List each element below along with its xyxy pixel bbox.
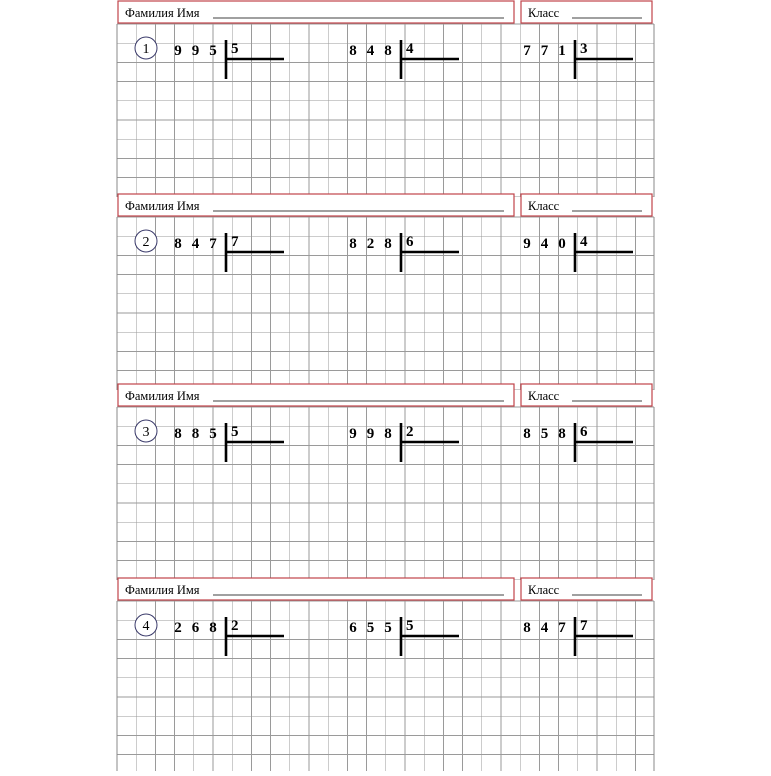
class-label: Класс [528,389,560,403]
dividend-digit: 4 [540,236,549,252]
dividend-digit: 8 [209,620,217,636]
dividend-digit: 7 [209,236,217,252]
division-problem [349,423,459,462]
dividend-digit: 9 [349,426,357,442]
worksheet-number: 4 [142,619,150,634]
divisor: 7 [231,234,239,250]
dividend-digit: 4 [191,236,200,252]
dividend-digit: 6 [349,620,357,636]
dividend-digit: 4 [540,620,549,636]
dividend-digit: 8 [349,236,357,252]
dividend-digit: 8 [384,426,392,442]
dividend-digit: 8 [174,236,182,252]
worksheet-section-4 [117,578,654,771]
name-label: Фамилия Имя [125,389,200,403]
worksheet-number: 2 [142,235,150,250]
dividend-digit: 7 [523,43,531,59]
divisor: 5 [231,424,239,440]
divisor: 4 [580,234,588,250]
dividend-digit: 6 [191,620,200,636]
dividend-digit: 8 [349,43,357,59]
class-label: Класс [528,199,560,213]
header-row [118,578,652,600]
worksheet-number: 3 [142,425,150,440]
class-label: Класс [528,6,560,20]
header-row [118,1,652,23]
division-problem [174,40,284,79]
divisor: 4 [406,41,414,57]
name-label: Фамилия Имя [125,6,200,20]
dividend-digit: 5 [209,426,217,442]
divisor: 6 [406,234,414,250]
name-label: Фамилия Имя [125,583,200,597]
dividend-digit: 2 [174,620,182,636]
divisor: 7 [580,618,588,634]
dividend-digit: 9 [174,43,182,59]
dividend-digit: 7 [540,43,549,59]
dividend-digit: 8 [384,43,392,59]
name-label: Фамилия Имя [125,199,200,213]
dividend-digit: 5 [209,43,217,59]
division-problem [174,423,284,462]
class-label: Класс [528,583,560,597]
dividend-digit: 9 [366,426,375,442]
worksheet-section-3 [117,384,654,580]
header-row [118,194,652,216]
worksheet-section-2 [117,194,654,390]
worksheet-section-1 [117,1,654,197]
dividend-digit: 8 [191,426,200,442]
divisor: 6 [580,424,588,440]
dividend-digit: 5 [384,620,392,636]
divisor: 5 [231,41,239,57]
dividend-digit: 8 [174,426,182,442]
dividend-digit: 0 [558,236,566,252]
divisor: 2 [406,424,414,440]
dividend-digit: 8 [523,426,531,442]
divisor: 2 [231,618,239,634]
division-problem [174,233,284,272]
dividend-digit: 8 [384,236,392,252]
dividend-digit: 8 [523,620,531,636]
division-problem [174,617,284,656]
dividend-digit: 9 [523,236,531,252]
dividend-digit: 5 [366,620,375,636]
header-row [118,384,652,406]
dividend-digit: 1 [558,43,566,59]
dividend-digit: 4 [366,43,375,59]
dividend-digit: 7 [558,620,566,636]
dividend-digit: 9 [191,43,200,59]
worksheet-number: 1 [142,42,150,57]
divisor: 5 [406,618,414,634]
dividend-digit: 8 [558,426,566,442]
division-problem [349,617,459,656]
dividend-digit: 2 [366,236,375,252]
division-problem [349,233,459,272]
dividend-digit: 5 [540,426,549,442]
divisor: 3 [580,41,588,57]
division-problem [349,40,459,79]
